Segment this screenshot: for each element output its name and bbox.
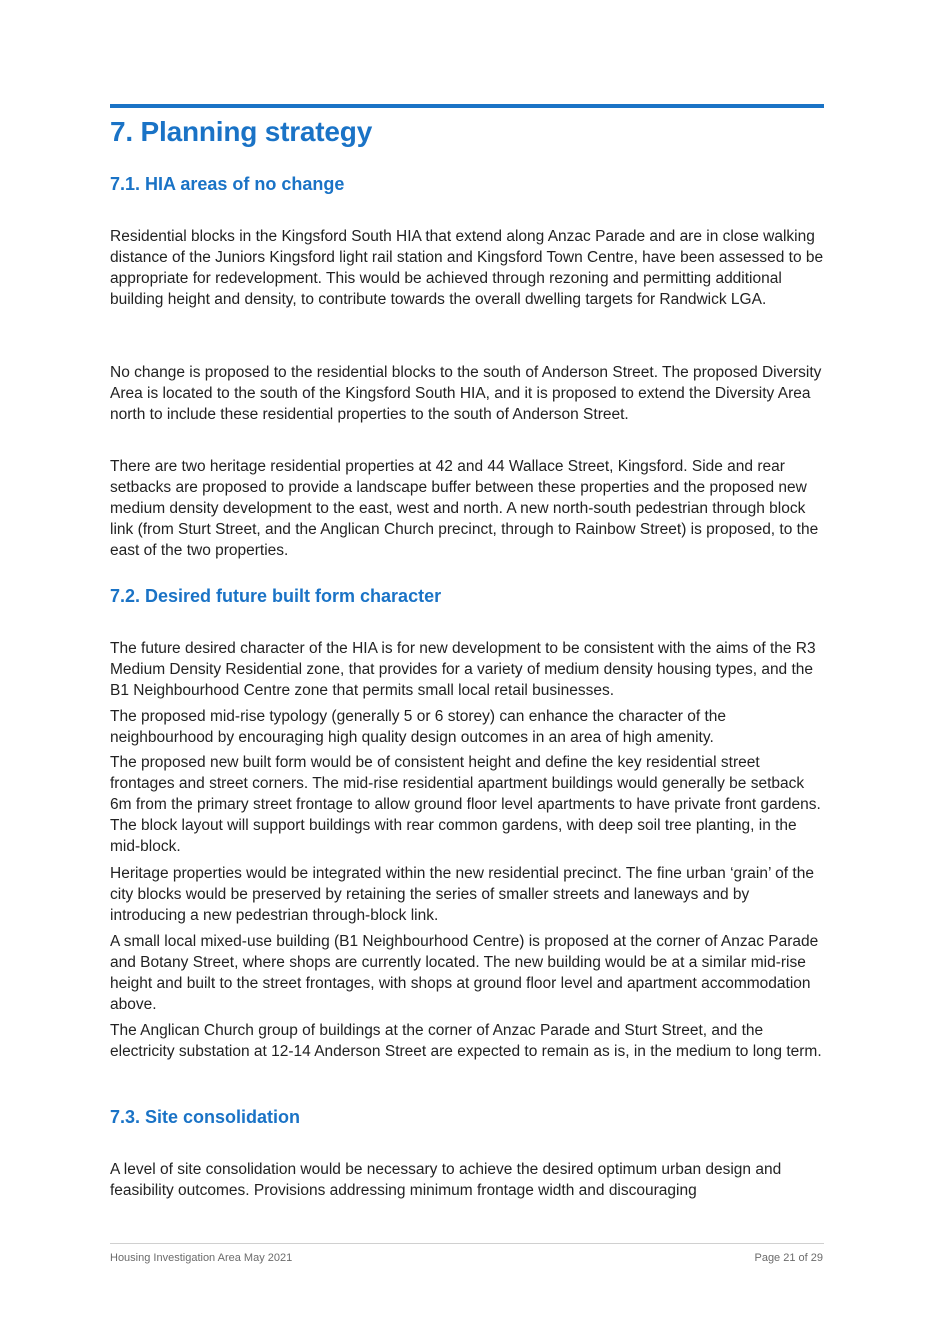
paragraph: There are two heritage residential properties at 42 and 44 Wallace Street, Kingsford. Side and rear setbacks are proposed to provide a landscape buffer between these properties and the proposed new medium density development to the east, west and north. A new north-south pedestrian through block link (from Sturt Street, and the Anglican Church precinct, through to Rainbow Street) is proposed, to the east of the two properties.	[110, 458, 819, 559]
page-title: 7. Planning strategy	[110, 116, 373, 147]
paragraph: Heritage properties would be integrated within the new residential precinct. The fine urban ‘grain’ of the city blocks would be preserved by retaining the series of smaller streets and laneways and by introducing a new pedestrian through-block link.	[110, 865, 814, 924]
footer-rule	[110, 1243, 824, 1244]
section-heading-7-3: 7.3. Site consolidation	[110, 1107, 301, 1127]
paragraph: The Anglican Church group of buildings at the corner of Anzac Parade and Sturt Street, and the electricity substation at 12-14 Anderson Street are expected to remain as is, in the medium to long term.	[110, 1022, 822, 1060]
paragraph: The proposed mid-rise typology (generally 5 or 6 storey) can enhance the character of the neighbourhood by encouraging high quality design outcomes in an area of high amenity.	[110, 708, 727, 746]
paragraph: A small local mixed-use building (B1 Neighbourhood Centre) is proposed at the corner of Anzac Parade and Botany Street, where shops are currently located. The new building would be at a similar mid-rise height and built to the street frontages, with shops at ground floor level and apartment accommodation above.	[110, 933, 819, 1013]
paragraph: A level of site consolidation would be necessary to achieve the desired optimum urban design and feasibility outcomes. Provisions addressing minimum frontage width and discouraging	[110, 1161, 782, 1199]
section-heading-7-1: 7.1. HIA areas of no change	[110, 174, 345, 194]
footer-page-number: Page 21 of 29	[754, 1252, 823, 1264]
header-rule	[110, 104, 824, 108]
paragraph: Residential blocks in the Kingsford South HIA that extend along Anzac Parade and are in close walking distance of the Juniors Kingsford light rail station and Kingsford Town Centre, have been assessed to be appropriate for redevelopment. This would be achieved through rezoning and permitting additional building height and density, to contribute towards the overall dwelling targets for Randwick LGA.	[110, 228, 824, 308]
paragraph: The proposed new built form would be of consistent height and define the key residential street frontages and street corners. The mid-rise residential apartment buildings would generally be setback 6m from the primary street frontage to allow ground floor level apartments to have private front gardens. The block layout will support buildings with rear common gardens, with deep soil tree planting, in the mid-block.	[110, 754, 821, 855]
section-heading-7-2: 7.2. Desired future built form character	[110, 586, 442, 606]
paragraph: The future desired character of the HIA is for new development to be consistent with the aims of the R3 Medium Density Residential zone, that provides for a variety of medium density housing types, and the B1 Neighbourhood Centre zone that permits small local retail businesses.	[110, 640, 816, 699]
paragraph: No change is proposed to the residential blocks to the south of Anderson Street. The proposed Diversity Area is located to the south of the Kingsford South HIA, and it is proposed to extend the Diversity Area north to include these residential properties to the south of Anderson Street.	[110, 364, 822, 423]
footer-document-title: Housing Investigation Area May 2021	[110, 1252, 293, 1264]
